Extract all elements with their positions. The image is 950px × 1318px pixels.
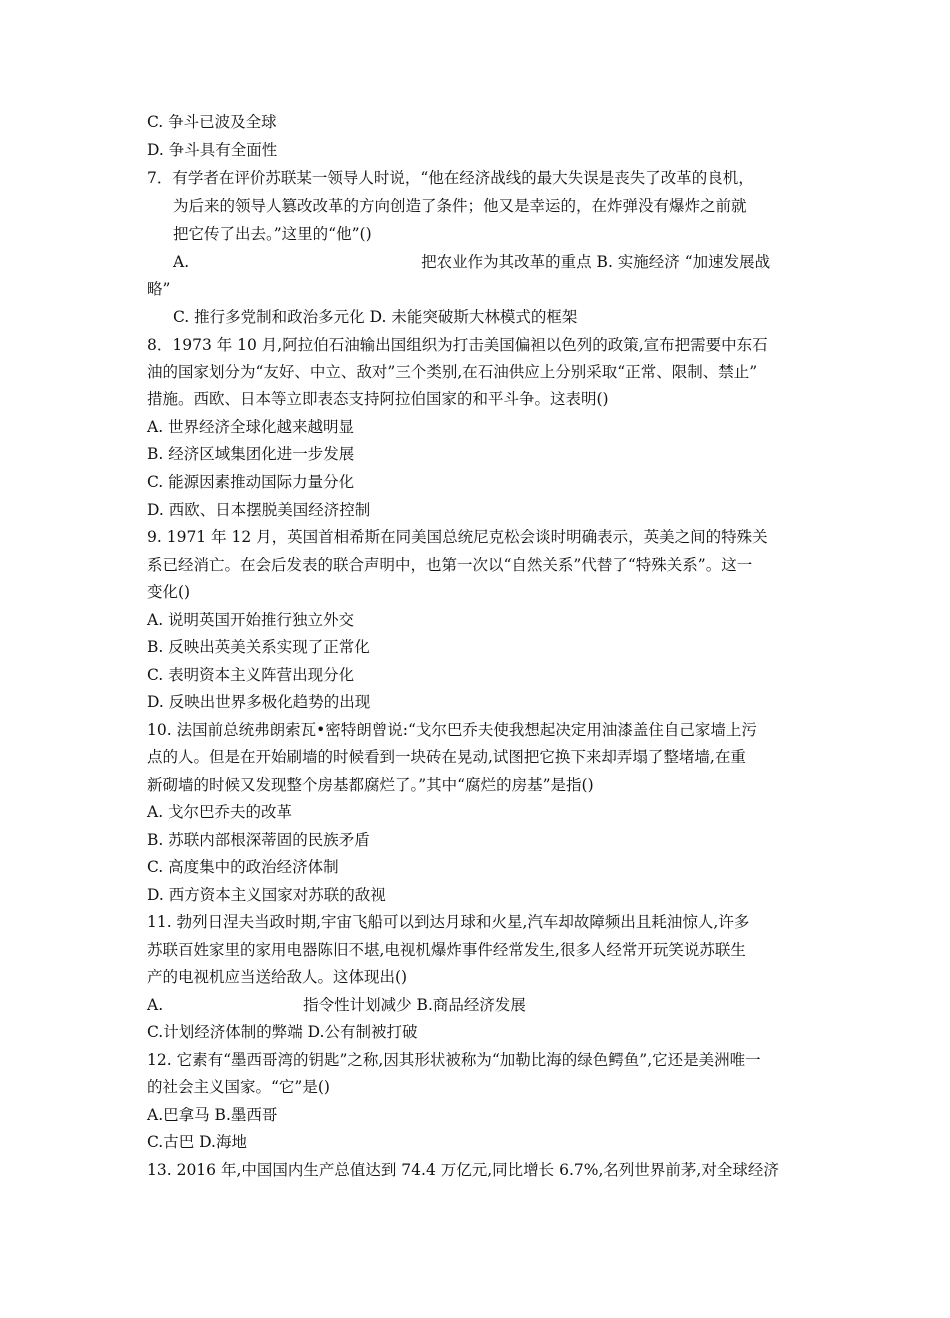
q11-stem-line1: 11. 勃列日涅夫当政时期,宇宙飞船可以到达月球和火星,汽车却故障频出且耗油惊人,许多 bbox=[147, 913, 750, 931]
q13-stem-line1: 13. 2016 年,中国国内生产总值达到 74.4 万亿元,同比增长 6.7%,名列世界前茅,对全球经济 bbox=[147, 1161, 779, 1179]
q7-stem-line3: 把它传了出去。”这里的“他”() bbox=[173, 225, 372, 243]
q7-options-cd: C. 推行多党制和政治多元化 D. 未能突破斯大林模式的框架 bbox=[173, 308, 578, 326]
q8-option-c: C. 能源因素推动国际力量分化 bbox=[147, 473, 355, 491]
q7-option-b-cont: 略” bbox=[147, 280, 171, 298]
q9-option-a: A. 说明英国开始推行独立外交 bbox=[147, 611, 355, 629]
q7-stem-line2: 为后来的领导人篡改改革的方向创造了条件；他又是幸运的，在炸弹没有爆炸之前就 bbox=[173, 197, 747, 215]
q8-stem-line1: 8．1973 年 10 月,阿拉伯石油输出国组织为打击美国偏袒以色列的政策,宣布把需要中东石 bbox=[147, 336, 768, 354]
q10-stem-line3: 新砌墙的时候又发现整个房基都腐烂了。”其中“腐烂的房基”是指() bbox=[147, 776, 594, 794]
q7-options-ab bbox=[173, 252, 770, 272]
q10-option-b: B. 苏联内部根深蒂固的民族矛盾 bbox=[147, 831, 370, 849]
q8-stem-line3: 措施。西欧、日本等立即表态支持阿拉伯国家的和平斗争。这表明() bbox=[147, 390, 609, 408]
q10-stem-line1: 10. 法国前总统弗朗索瓦•密特朗曾说:“戈尔巴乔夫使我想起决定用油漆盖住自己家墙上污 bbox=[147, 721, 757, 739]
q6-option-d: D. 争斗具有全面性 bbox=[147, 141, 278, 159]
q10-option-a: A. 戈尔巴乔夫的改革 bbox=[147, 803, 293, 821]
q9-stem-line3: 变化() bbox=[147, 583, 191, 601]
q12-stem-line1: 12. 它素有“墨西哥湾的钥匙”之称,因其形状被称为“加勒比海的绿色鳄鱼”,它还是美洲唯一 bbox=[147, 1051, 761, 1069]
q9-stem-line1: 9. 1971 年 12 月，英国首相希斯在同美国总统尼克松会谈时明确表示，英美之间的特殊关 bbox=[147, 528, 768, 546]
q12-options-cd: C.古巴 D.海地 bbox=[147, 1133, 247, 1151]
q11-stem-line3: 产的电视机应当送给敌人。这体现出() bbox=[147, 968, 408, 986]
q9-option-b: B. 反映出英美关系实现了正常化 bbox=[147, 638, 370, 656]
q7-stem-line1: 7．有学者在评价苏联某一领导人时说，“他在经济战线的最大失误是丧失了改革的良机， bbox=[147, 169, 754, 187]
q8-option-d: D. 西欧、日本摆脱美国经济控制 bbox=[147, 501, 371, 519]
q11-options-cd: C.计划经济体制的弊端 D.公有制被打破 bbox=[147, 1023, 418, 1041]
q11-option-a-label: A. bbox=[147, 996, 164, 1014]
q8-option-b: B. 经济区域集团化进一步发展 bbox=[147, 445, 355, 463]
q10-stem-line2: 点的人。但是在开始刷墙的时候看到一块砖在晃动,试图把它换下来却弄塌了整堵墙,在重 bbox=[147, 748, 746, 766]
q7-option-a-label: A. bbox=[173, 253, 190, 271]
q9-option-c: C. 表明资本主义阵营出现分化 bbox=[147, 666, 355, 684]
q6-option-c: C. 争斗已波及全球 bbox=[147, 113, 277, 131]
q12-options-ab: A.巴拿马 B.墨西哥 bbox=[147, 1106, 278, 1124]
q11-stem-line2: 苏联百姓家里的家用电器陈旧不堪,电视机爆炸事件经常发生,很多人经常开玩笑说苏联生 bbox=[147, 941, 746, 959]
q11-options-ab bbox=[147, 995, 526, 1015]
q8-option-a: A. 世界经济全球化越来越明显 bbox=[147, 418, 355, 436]
q11-option-a-b-text: 指令性计划减少 B.商品经济发展 bbox=[303, 996, 526, 1014]
q9-stem-line2: 系已经消亡。在会后发表的联合声明中，也第一次以“自然关系”代替了“特殊关系”。这一 bbox=[147, 556, 753, 574]
q8-stem-line2: 油的国家划分为“友好、中立、敌对”三个类别,在石油供应上分别采取“正常、限制、禁止” bbox=[147, 363, 758, 381]
q9-option-d: D. 反映出世界多极化趋势的出现 bbox=[147, 693, 371, 711]
q10-option-d: D. 西方资本主义国家对苏联的敌视 bbox=[147, 886, 386, 904]
q7-option-a-b-text: 把农业作为其改革的重点 B. 实施经济 “加速发展战 bbox=[421, 253, 771, 271]
q10-option-c: C. 高度集中的政治经济体制 bbox=[147, 858, 339, 876]
q12-stem-line2: 的社会主义国家。“它”是() bbox=[147, 1078, 330, 1096]
